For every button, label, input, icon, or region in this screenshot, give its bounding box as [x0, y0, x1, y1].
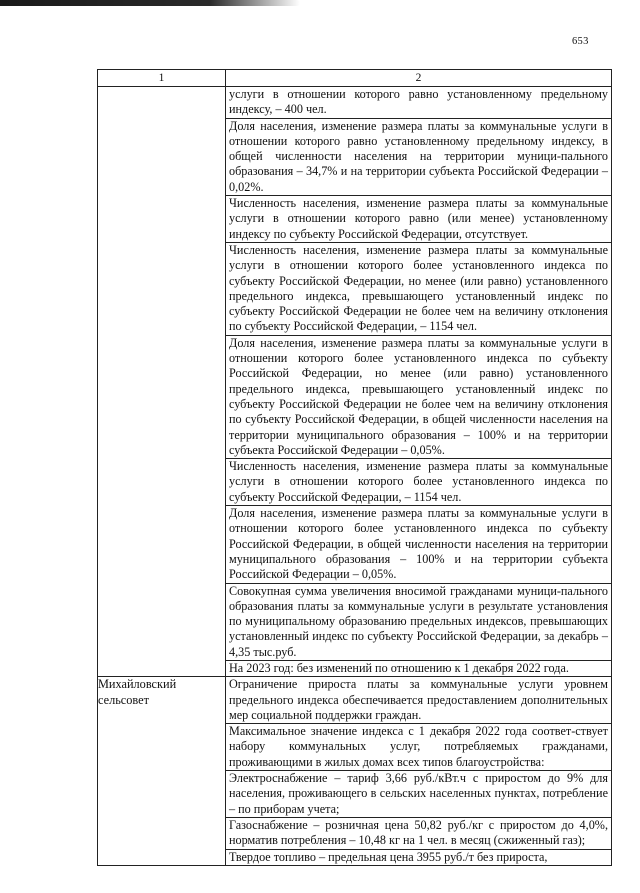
table-row	[98, 87, 612, 677]
paragraph: Совокупная сумма увеличения вносимой гражданами муници-пального образования платы за коммунальные услуги в результате установления по муниципальному образованию предельных индексов, превышающих установленный индекс по субъекту Российской Федерации, за декабрь – 4,35 тыс.руб.	[226, 583, 611, 660]
paragraph: Численность населения, изменение размера платы за коммунальные услуги в отношении которого более установленного индекса по субъекту Российской Федерации, – 1154 чел.	[226, 458, 611, 505]
paragraph: Доля населения, изменение размера платы за коммунальные услуги в отношении которого более установленного индекса по субъекту Российской Федерации, в общей численности населения на территории муниципального образования – 100% и на территории субъекта Российской Федерации – 0,05%.	[226, 505, 611, 582]
paragraph: На 2023 год: без изменений по отношению к 1 декабря 2022 года.	[226, 660, 611, 676]
region-cell	[98, 87, 226, 677]
document-table	[97, 69, 612, 866]
paragraph: Ограничение прироста платы за коммунальные услуги уровнем предельного индекса обеспечивается предоставлением дополнительных мер социальной поддержки граждан.	[229, 677, 608, 722]
paragraph: Электроснабжение – тариф 3,66 руб./кВт.ч с приростом до 9% для населения, проживающего в сельских населенных пунктах, потребление – по приборам учета;	[226, 770, 611, 817]
paragraph: Максимальное значение индекса с 1 декабря 2022 года соответ-ствует набору коммунальных услуг, потребляемых гражданами, проживающими в жилых домах всех типов благоустройства:	[226, 723, 611, 770]
paragraph: Твердое топливо – предельная цена 3955 руб./т без прироста,	[226, 849, 611, 865]
paragraph: Доля населения, изменение размера платы за коммунальные услуги в отношении которого равно установленному предельному индексу, в общей численности населения на территории муници-пального образования – 34,7% и на территории субъекта Российской Федерации – 0,02%.	[226, 118, 611, 195]
table-header-row	[98, 70, 612, 87]
paragraph: Газоснабжение – розничная цена 50,82 руб./кг с приростом до 4,0%, норматив потребления – 10,48 кг на 1 чел. в месяц (сжиженный газ);	[226, 817, 611, 849]
column-header-2: 2	[226, 70, 612, 87]
page-number: 653	[572, 36, 589, 47]
paragraph: услуги в отношении которого равно установленному предельному индексу, – 400 чел.	[229, 87, 608, 117]
content-cell	[226, 87, 612, 677]
paragraph: Численность населения, изменение размера платы за коммунальные услуги в отношении которого более установленного индекса по субъекту Российской Федерации, но менее (или равно) установленного предельного индекса, превышающего установленный индекс по субъекту Российской Федерации не более чем на величину отклонения по субъекту Российской Федерации, – 1154 чел.	[226, 242, 611, 335]
content-cell	[226, 677, 612, 866]
paragraph: Численность населения, изменение размера платы за коммунальные услуги в отношении которого равно (или менее) установленному индексу по субъекту Российской Федерации, отсутствует.	[226, 195, 611, 242]
scan-edge-mark	[0, 0, 300, 6]
region-cell: Михайловский сельсовет	[98, 677, 226, 866]
paragraph: Доля населения, изменение размера платы за коммунальные услуги в отношении которого более установленного индекса по субъекту Российской Федерации, но менее (или равно) установленного предельного индекса, превышающего установленный индекс по субъекту Российской Федерации не более чем на величину отклонения по субъекту Российской Федерации, в общей численности населения на территории муниципального образования – 100% и на территории субъекта Российской Федерации – 0,05%.	[226, 335, 611, 458]
table-row	[98, 677, 612, 866]
column-header-1: 1	[98, 70, 226, 87]
